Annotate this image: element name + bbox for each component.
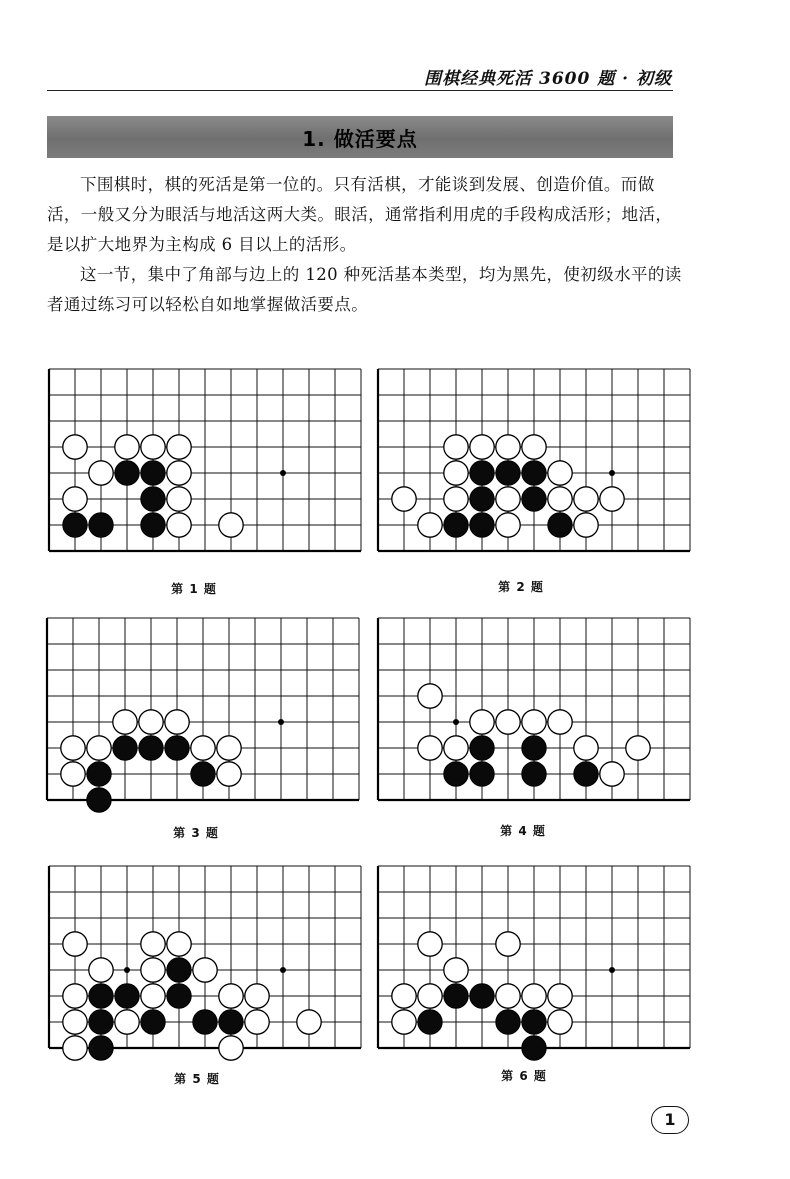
section-banner [47, 116, 673, 158]
go-board-problem-4 [376, 616, 676, 796]
white-stone [193, 958, 217, 982]
white-stone [87, 736, 111, 760]
white-stone [574, 513, 598, 537]
white-stone [496, 984, 520, 1008]
black-stone [113, 736, 137, 760]
white-stone [470, 435, 494, 459]
black-stone [167, 958, 191, 982]
section-title: 1. 做活要点 [302, 126, 418, 151]
white-stone [574, 736, 598, 760]
black-stone [470, 487, 494, 511]
white-stone [496, 435, 520, 459]
white-stone [496, 513, 520, 537]
go-board-problem-6 [376, 864, 676, 1064]
white-stone [61, 762, 85, 786]
white-stone [141, 435, 165, 459]
star-point [278, 719, 284, 725]
white-stone [167, 487, 191, 511]
white-stone [392, 984, 416, 1008]
black-stone [89, 1036, 113, 1060]
black-stone [139, 736, 163, 760]
caption-problem-2: 第 2 题 [498, 580, 544, 594]
black-stone [548, 513, 572, 537]
white-stone [444, 736, 468, 760]
star-point [124, 967, 130, 973]
white-stone [245, 1010, 269, 1034]
star-point [609, 967, 615, 973]
white-stone [139, 710, 163, 734]
white-stone [167, 932, 191, 956]
intro-paragraph-2: 这一节，集中了角部与边上的 120 种死活基本类型，均为黑先，使初级水平的读者通过练习可以轻松自如地掌握做活要点。 [47, 265, 682, 314]
white-stone [63, 1036, 87, 1060]
white-stone [219, 1036, 243, 1060]
black-stone [141, 1010, 165, 1034]
black-stone [522, 1010, 546, 1034]
white-stone [418, 984, 442, 1008]
white-stone [522, 435, 546, 459]
white-stone [470, 710, 494, 734]
black-stone [522, 1036, 546, 1060]
black-stone [470, 762, 494, 786]
caption-problem-1: 第 1 题 [171, 582, 217, 596]
star-point [280, 967, 286, 973]
header-rule [47, 90, 673, 91]
black-stone [87, 788, 111, 812]
black-stone [89, 513, 113, 537]
black-stone [89, 1010, 113, 1034]
white-stone [418, 932, 442, 956]
star-point [453, 719, 459, 725]
white-stone [522, 710, 546, 734]
black-stone [191, 762, 215, 786]
black-stone [444, 762, 468, 786]
white-stone [217, 762, 241, 786]
white-stone [444, 461, 468, 485]
black-stone [141, 513, 165, 537]
white-stone [548, 1010, 572, 1034]
book-title: 围棋经典死活 3600 题 · 初级 [424, 69, 672, 89]
white-stone [548, 710, 572, 734]
white-stone [444, 487, 468, 511]
white-stone [217, 736, 241, 760]
white-stone [392, 487, 416, 511]
white-stone [548, 461, 572, 485]
white-stone [418, 513, 442, 537]
black-stone [496, 461, 520, 485]
white-stone [219, 984, 243, 1008]
black-stone [470, 461, 494, 485]
white-stone [89, 461, 113, 485]
black-stone [470, 513, 494, 537]
white-stone [418, 684, 442, 708]
white-stone [167, 461, 191, 485]
caption-problem-5: 第 5 题 [174, 1072, 220, 1086]
go-board-problem-1 [47, 367, 347, 547]
black-stone [522, 736, 546, 760]
white-stone [444, 958, 468, 982]
white-stone [245, 984, 269, 1008]
white-stone [115, 1010, 139, 1034]
white-stone [63, 435, 87, 459]
page-number: 1 [651, 1106, 689, 1134]
black-stone [87, 762, 111, 786]
white-stone [574, 487, 598, 511]
go-board-problem-5 [47, 864, 347, 1064]
black-stone [470, 984, 494, 1008]
white-stone [115, 435, 139, 459]
black-stone [219, 1010, 243, 1034]
white-stone [167, 513, 191, 537]
go-board-problem-2 [376, 367, 676, 547]
white-stone [418, 736, 442, 760]
star-point [280, 470, 286, 476]
white-stone [496, 487, 520, 511]
go-board-problem-3 [45, 616, 345, 811]
white-stone [167, 435, 191, 459]
white-stone [63, 487, 87, 511]
white-stone [141, 984, 165, 1008]
black-stone [115, 461, 139, 485]
caption-problem-6: 第 6 题 [501, 1069, 547, 1083]
white-stone [63, 1010, 87, 1034]
black-stone [141, 487, 165, 511]
black-stone [167, 984, 191, 1008]
black-stone [470, 736, 494, 760]
caption-problem-3: 第 3 题 [173, 826, 219, 840]
black-stone [496, 1010, 520, 1034]
white-stone [297, 1010, 321, 1034]
white-stone [141, 932, 165, 956]
black-stone [193, 1010, 217, 1034]
black-stone [141, 461, 165, 485]
white-stone [165, 710, 189, 734]
white-stone [89, 958, 113, 982]
white-stone [392, 1010, 416, 1034]
white-stone [219, 513, 243, 537]
white-stone [61, 736, 85, 760]
black-stone [522, 762, 546, 786]
white-stone [496, 932, 520, 956]
star-point [609, 470, 615, 476]
white-stone [600, 487, 624, 511]
black-stone [522, 487, 546, 511]
white-stone [496, 710, 520, 734]
white-stone [626, 736, 650, 760]
caption-problem-4: 第 4 题 [500, 824, 546, 838]
intro-paragraph-1: 下围棋时，棋的死活是第一位的。只有活棋，才能谈到发展、创造价值。而做活，一般又分为眼活与地活这两大类。眼活，通常指利用虎的手段构成活形；地活，是以扩大地界为主构成 6 目以上的活形。 [47, 175, 673, 254]
white-stone [113, 710, 137, 734]
white-stone [522, 984, 546, 1008]
white-stone [600, 762, 624, 786]
black-stone [444, 513, 468, 537]
white-stone [548, 487, 572, 511]
white-stone [63, 932, 87, 956]
black-stone [418, 1010, 442, 1034]
black-stone [574, 762, 598, 786]
white-stone [444, 435, 468, 459]
white-stone [141, 958, 165, 982]
black-stone [165, 736, 189, 760]
black-stone [89, 984, 113, 1008]
black-stone [522, 461, 546, 485]
black-stone [63, 513, 87, 537]
black-stone [444, 984, 468, 1008]
white-stone [191, 736, 215, 760]
black-stone [115, 984, 139, 1008]
white-stone [63, 984, 87, 1008]
white-stone [548, 984, 572, 1008]
